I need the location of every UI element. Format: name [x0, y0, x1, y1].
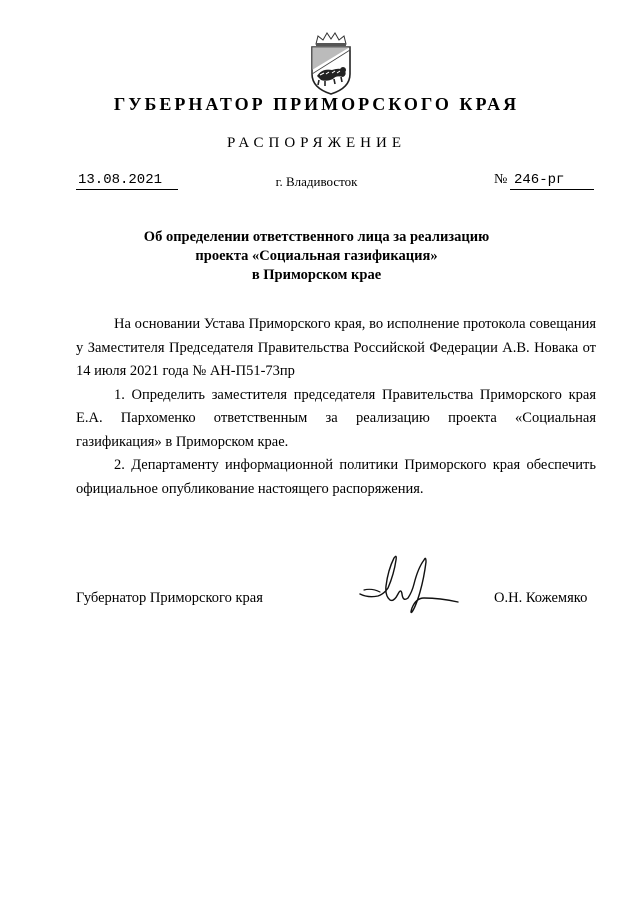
- handwritten-signature-icon: [354, 552, 464, 618]
- heading-line: Об определении ответственного лица за реализацию: [143, 229, 490, 245]
- document-date: 13.08.2021: [78, 172, 163, 188]
- organization-title: ГУБЕРНАТОР ПРИМОРСКОГО КРАЯ: [113, 94, 520, 114]
- signatory-position: Губернатор Приморского края: [76, 590, 263, 606]
- heading-line: в Приморском крае: [251, 267, 382, 283]
- body-paragraph: На основании Устава Приморского края, во исполнение протокола совещания у Заместителя Председателя Правительства Российской Федерации А.В. Новака от 14 июля 2021 года № АН-П51-73пр: [76, 316, 596, 379]
- document-body: [76, 313, 596, 501]
- heading-line: проекта «Социальная газификация»: [195, 248, 438, 264]
- document-type: РАСПОРЯЖЕНИЕ: [226, 135, 406, 151]
- coat-of-arms-icon: [304, 30, 358, 96]
- document-heading: [90, 228, 543, 285]
- body-paragraph: 1. Определить заместителя председателя Правительства Приморского края Е.А. Пархоменко ответственным за реализацию проекта «Социальная газификация» в Приморском крае.: [76, 386, 596, 450]
- document-city: г. Владивосток: [275, 174, 358, 189]
- document-number: 246-рг: [514, 172, 565, 188]
- signatory-name: О.Н. Кожемяко: [494, 590, 588, 606]
- number-label: №: [494, 172, 508, 187]
- body-paragraph: 2. Департаменту информационной политики Приморского края обеспечить официальное опубликование настоящего распоряжения.: [76, 457, 596, 497]
